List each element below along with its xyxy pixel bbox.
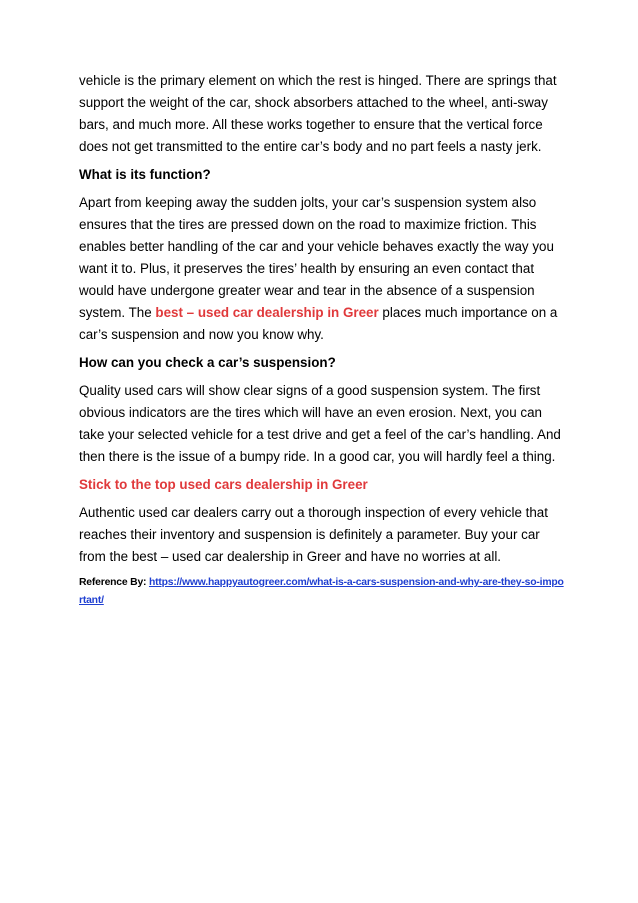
dealership-heading: Stick to the top used cars dealership in Greer	[79, 477, 368, 492]
function-heading: What is its function?	[79, 167, 211, 182]
check-heading: How can you check a car’s suspension?	[79, 355, 336, 370]
dealership-highlight: best – used car dealership in Greer	[155, 305, 379, 320]
intro-paragraph: vehicle is the primary element on which the rest is hinged. There are springs that support the weight of the car, shock absorbers attached to the wheel, anti-sway bars, and much more. All these works together to ensure that the vertical force does not get transmitted to the entire car’s body and no part feels a nasty jerk.	[79, 73, 557, 154]
function-paragraph	[79, 192, 567, 346]
dealership-paragraph: Authentic used car dealers carry out a thorough inspection of every vehicle that reaches their inventory and suspension is definitely a parameter. Buy your car from the best – used car dealership in Greer and have no worries at all.	[79, 505, 548, 564]
check-paragraph: Quality used cars will show clear signs of a good suspension system. The first obvious indicators are the tires which will have an even erosion. Next, you can take your selected vehicle for a test drive and get a feel of the car’s handling. And then there is the issue of a bumpy ride. In a good car, you will hardly feel a thing.	[79, 383, 561, 464]
function-text-after: places much importance on a car’s suspension and now you know why.	[79, 305, 558, 342]
document-page	[79, 70, 567, 610]
function-text-before: Apart from keeping away the sudden jolts, your car’s suspension system also ensures that the tires are pressed down on the road to maximize friction. This enables better handling of the car and your vehicle behaves exactly the way you want it to. Plus, it preserves the tires’ health by ensuring an even contact that would have undergone greater wear and tear in the absence of a suspension system. The	[79, 195, 554, 320]
reference-label: Reference By:	[79, 577, 147, 588]
reference-line	[79, 574, 567, 610]
reference-link[interactable]: https://www.happyautogreer.com/what-is-a-cars-suspension-and-why-are-they-so-important/	[79, 577, 564, 606]
